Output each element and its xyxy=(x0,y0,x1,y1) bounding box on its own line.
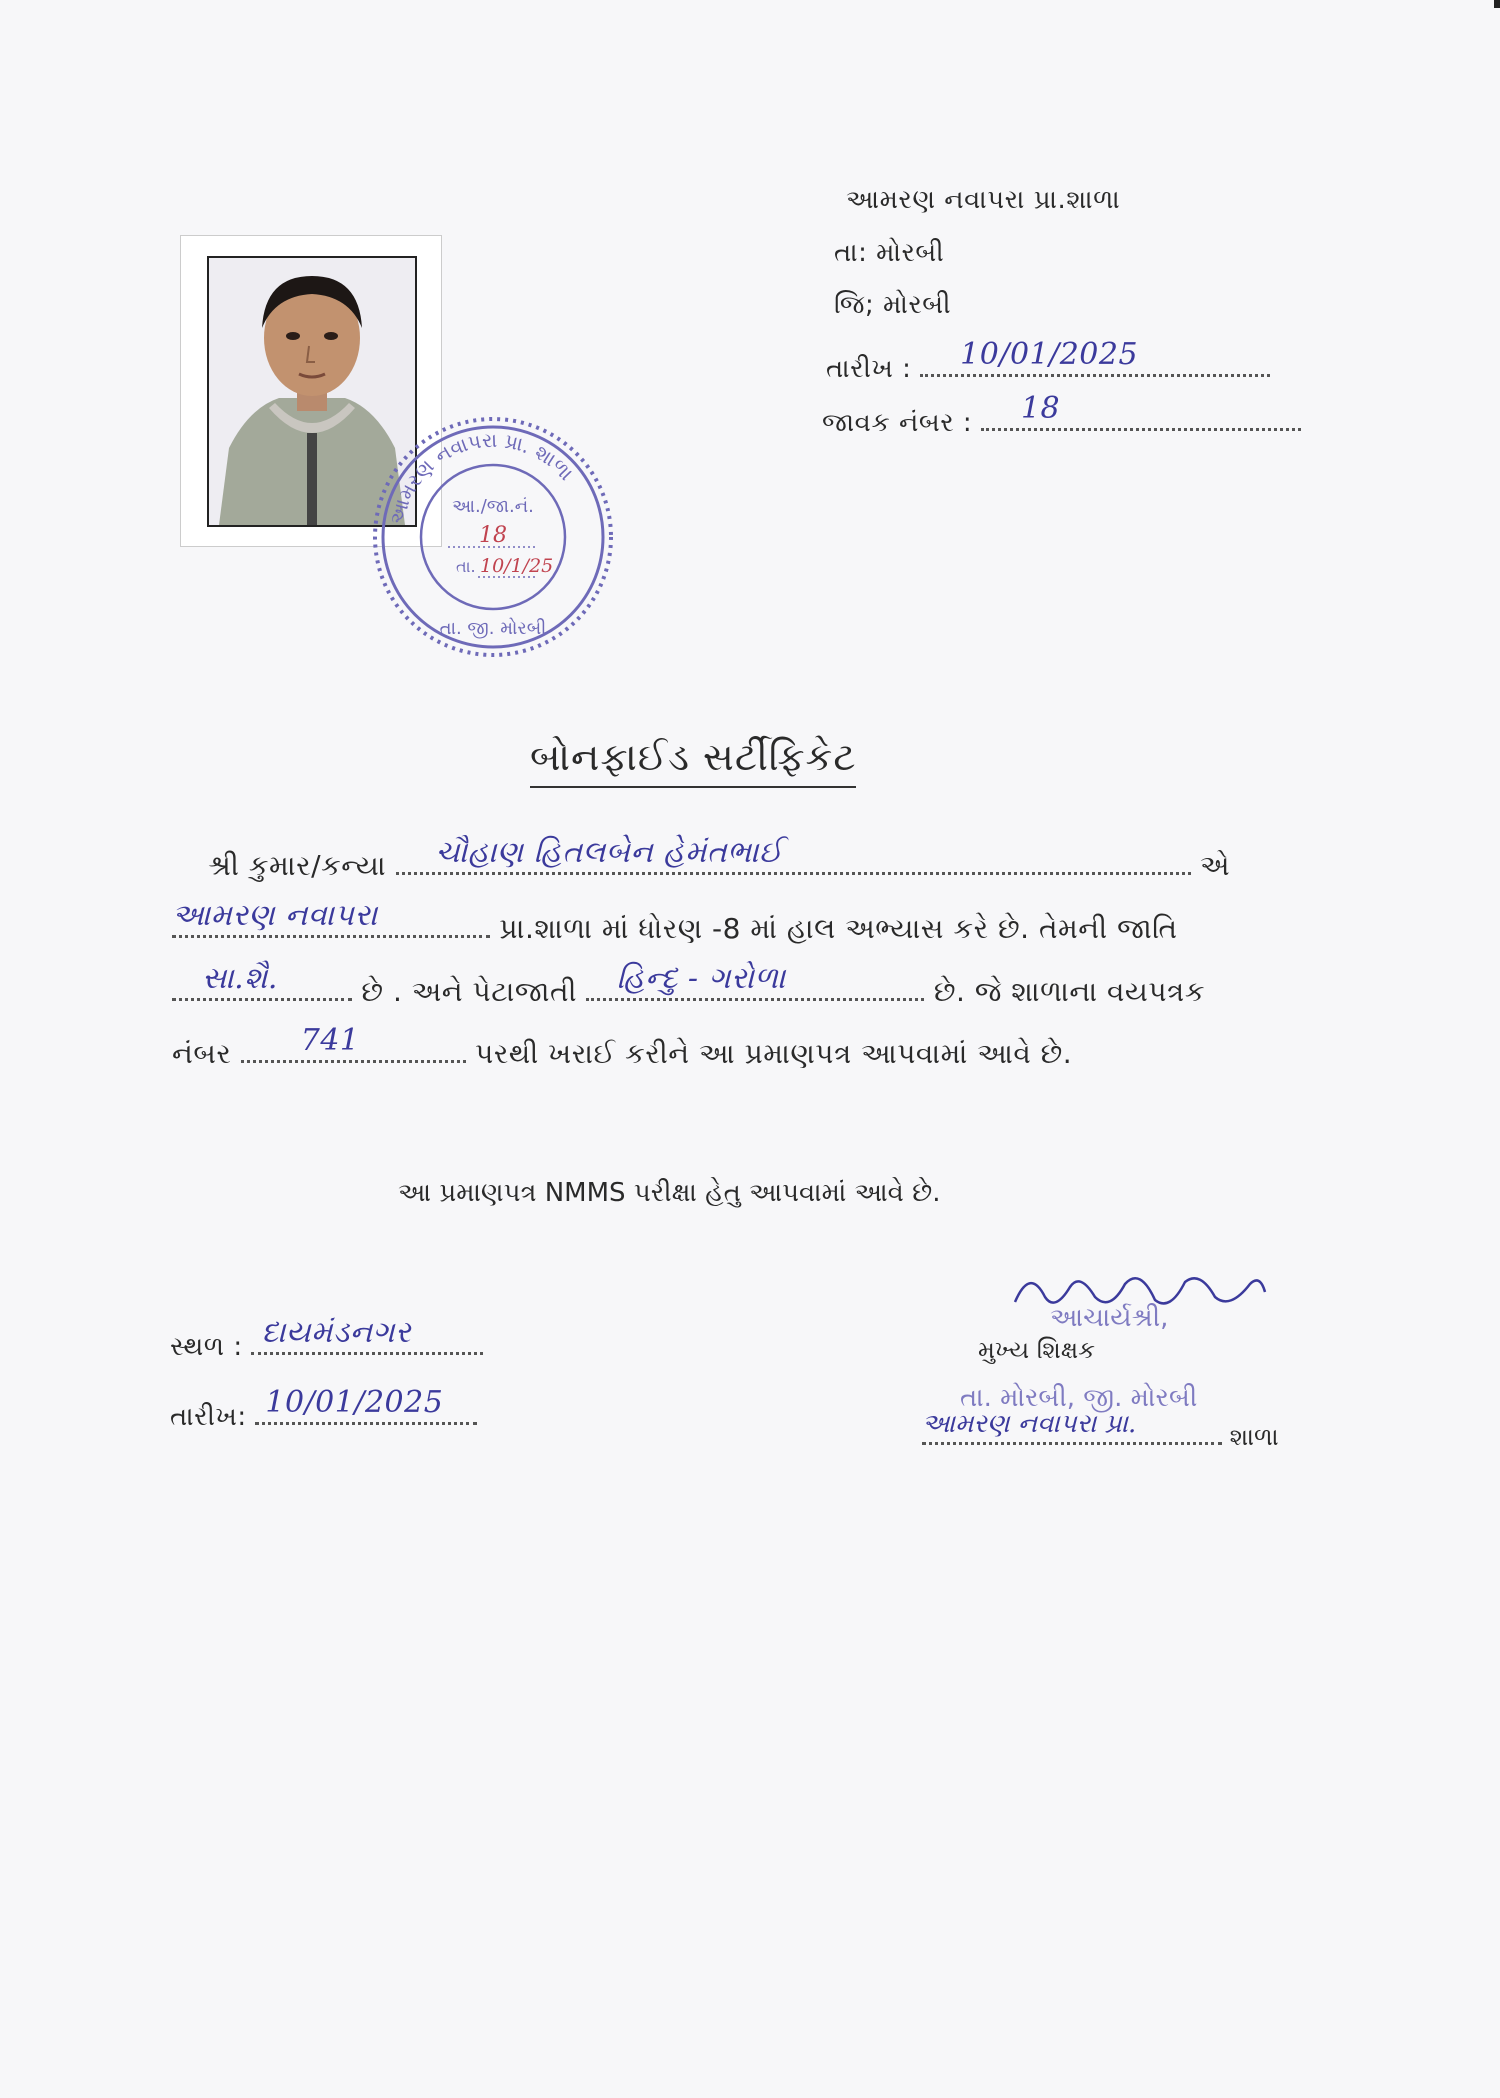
certificate-title: બોનફાઈડ સર્ટીફિકેટ xyxy=(530,735,856,788)
header-date-value: 10/01/2025 xyxy=(960,337,1139,372)
student-name-field xyxy=(396,835,1191,875)
signer-school-suffix: શાળા xyxy=(1229,1423,1279,1451)
header-outward-value: 18 xyxy=(1020,391,1061,426)
body-line-4 xyxy=(172,1023,1073,1071)
place-field xyxy=(251,1315,483,1355)
signer-school-value: આમરણ નવાપરા પ્રા. xyxy=(922,1409,1137,1439)
caste-field xyxy=(172,961,352,1001)
header-date-label: તારીખ : xyxy=(826,354,912,384)
caste-value: સા.શૈ. xyxy=(202,961,278,996)
stamp-graphic xyxy=(368,412,618,662)
stamp-date-label: તા. xyxy=(456,557,476,576)
place-label: સ્થળ : xyxy=(170,1332,243,1362)
header-outward-row xyxy=(822,391,1301,439)
line3-suffix: છે. જે શાળાના વયપત્રક xyxy=(933,975,1206,1008)
signer-school-row xyxy=(922,1409,1279,1451)
register-no-field xyxy=(241,1023,466,1063)
stamp-ring-text: આમરણ નવાપરા પ્રા. શાળા xyxy=(384,427,579,527)
line4-suffix: પરથી ખરાઈ કરીને આ પ્રમાણપત્ર આપવામાં આવે છે. xyxy=(475,1037,1073,1070)
line3-mid: છે . અને પેટાજાતી xyxy=(361,975,578,1008)
student-name-value: ચૌહાણ હિતલબેન હેમંતભાઈ xyxy=(435,835,783,870)
place-value: દાયમંડનગર xyxy=(261,1315,411,1350)
footer-date-row xyxy=(170,1385,477,1433)
register-no-value: 741 xyxy=(300,1023,360,1058)
subcaste-value: હિન્દુ - ગરોળા xyxy=(616,961,786,996)
subcaste-field xyxy=(586,961,924,1001)
header-date-row xyxy=(826,337,1270,385)
header-taluka: તા: મોરબી xyxy=(834,238,945,268)
body-line-2 xyxy=(172,898,1178,946)
header-outward-field xyxy=(981,391,1301,431)
header-outward-label: જાવક નંબર : xyxy=(822,408,973,438)
line1-suffix: એ xyxy=(1199,849,1230,882)
header-date-field xyxy=(920,337,1270,377)
nmms-note: આ પ્રમાણપત્ર NMMS પરીક્ષા હેતુ આપવામાં આવે છે. xyxy=(398,1178,941,1208)
header-school: આમરણ નવાપરા પ્રા.શાળા xyxy=(846,185,1121,215)
school-name-value: આમરણ નવાપરા xyxy=(172,898,378,933)
stamp-ref-value: 18 xyxy=(479,523,507,548)
line1-prefix: શ્રી કુમાર/કન્યા xyxy=(208,849,387,882)
line2-text: પ્રા.શાળા માં ધોરણ -8 માં હાલ અભ્યાસ કરે છે. તેમની જાતિ xyxy=(499,912,1178,945)
stamp-ref-label: આ./જા.નં. xyxy=(452,496,534,517)
footer-date-field xyxy=(255,1385,477,1425)
footer-date-value: 10/01/2025 xyxy=(265,1385,444,1420)
body-line-1 xyxy=(208,835,1230,883)
signer-school-field xyxy=(922,1409,1222,1445)
place-row xyxy=(170,1315,483,1363)
school-round-stamp xyxy=(368,412,618,662)
stamp-bottom-text: તા. જી. મોરબી xyxy=(439,618,547,639)
signer-role: મુખ્ય શિક્ષક xyxy=(978,1336,1096,1364)
line4-prefix: નંબર xyxy=(172,1037,232,1070)
school-name-field xyxy=(172,898,490,938)
scan-edge-mark xyxy=(1494,0,1500,8)
header-district: જિ; મોરબી xyxy=(834,290,952,320)
footer-date-label: તારીખ: xyxy=(170,1402,247,1432)
signer-stamp-line1: આચાર્યશ્રી, xyxy=(1050,1303,1169,1333)
stamp-date-value: 10/1/25 xyxy=(480,555,554,577)
signer-stamp-line2: તા. મોરબી, જી. મોરબી xyxy=(960,1383,1198,1413)
body-line-3 xyxy=(172,961,1206,1009)
